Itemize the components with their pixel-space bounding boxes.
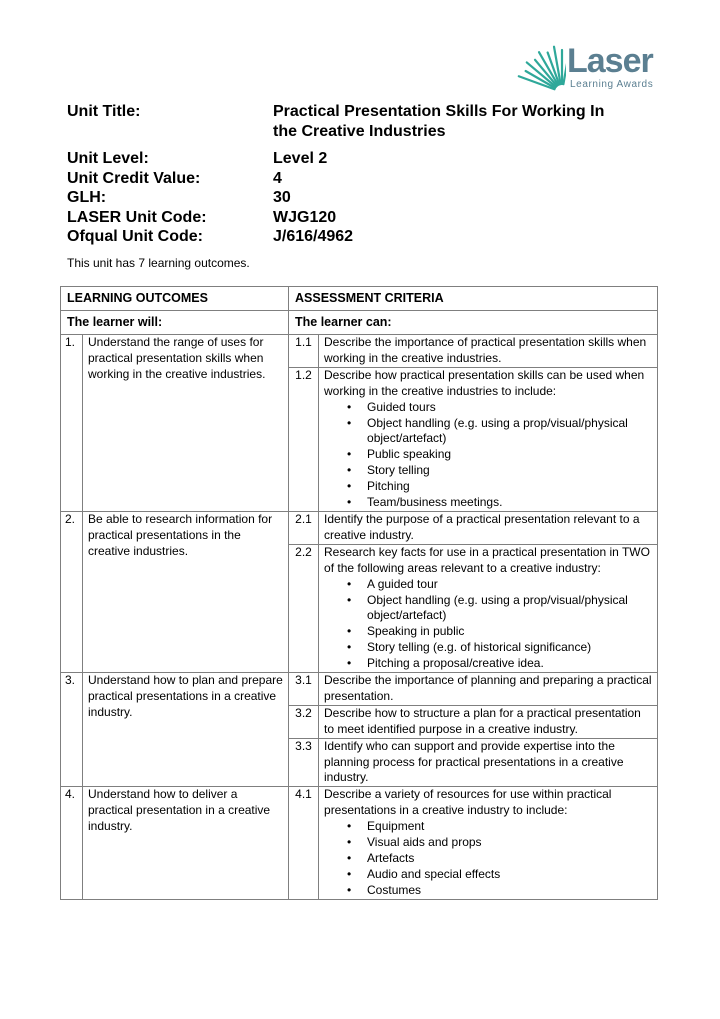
criterion-number: 3.2: [289, 705, 319, 738]
bullet-item: • Costumes: [367, 883, 652, 899]
meta-row: [67, 227, 627, 247]
bullet-item: • Speaking in public: [367, 624, 652, 640]
criterion-number: 4.1: [289, 787, 319, 899]
logo-wordmark: Laser: [567, 42, 653, 80]
criterion-text: Describe how to structure a plan for a practical presentation to meet identified purpose in a creative industry.: [324, 705, 641, 736]
outcome-text: Be able to research information for practical presentations in the creative industries.: [83, 511, 289, 672]
outcome-text: Understand how to deliver a practical presentation in a creative industry.: [83, 787, 289, 899]
outcomes-table: [60, 286, 658, 900]
bullet-item: • Team/business meetings.: [367, 495, 652, 511]
logo-tagline: Learning Awards: [570, 79, 654, 90]
subheader-learner-will: The learner will:: [61, 311, 289, 335]
criterion-text: Describe a variety of resources for use within practical presentations in a creative industry to include:: [324, 787, 612, 818]
bullet-item: • Artefacts: [367, 851, 652, 867]
meta-label: Unit Title:: [67, 103, 141, 120]
criterion-cell: [319, 705, 658, 738]
outcomes-body: [61, 335, 658, 900]
laser-logo: [514, 44, 660, 96]
bullet-item: • Pitching a proposal/creative idea.: [367, 656, 652, 672]
bullet-item: • Story telling: [367, 463, 652, 479]
table-row: [61, 787, 658, 899]
criterion-number: 2.1: [289, 511, 319, 544]
criterion-bullets: [324, 819, 652, 899]
criterion-text: Research key facts for use in a practical presentation in TWO of the following areas relevant to a creative industry:: [324, 544, 650, 575]
meta-label: Unit Level:: [67, 150, 149, 167]
header-row: [61, 287, 658, 311]
intro-text: This unit has 7 learning outcomes.: [67, 256, 250, 270]
bullet-item: • Pitching: [367, 479, 652, 495]
meta-value: J/616/4962: [273, 228, 354, 245]
meta-value: Practical Presentation Skills For Working In the Creative Industries: [273, 103, 605, 140]
outcome-text: Understand how to plan and prepare practical presentations in a creative industry.: [83, 673, 289, 787]
meta-label: GLH:: [67, 189, 107, 206]
meta-row: [67, 208, 627, 228]
criterion-cell: [319, 544, 658, 672]
outcome-number: 2.: [61, 511, 83, 672]
bullet-item: • A guided tour: [367, 577, 652, 593]
criterion-text: Describe the importance of planning and preparing a practical presentation.: [324, 673, 652, 703]
fan-ray: [563, 47, 566, 84]
subheader-row: [61, 311, 658, 335]
bullet-item: • Story telling (e.g. of historical significance): [367, 640, 652, 656]
meta-value: Level 2: [273, 150, 328, 167]
criterion-number: 1.1: [289, 335, 319, 368]
criterion-cell: [319, 738, 658, 787]
outcome-number: 1.: [61, 335, 83, 512]
criterion-cell: [319, 673, 658, 706]
bullet-item: • Object handling (e.g. using a prop/visual/physical object/artefact): [367, 593, 652, 625]
outcome-number: 4.: [61, 787, 83, 899]
criterion-text: Identify the purpose of a practical presentation relevant to a creative industry.: [324, 511, 640, 542]
meta-row: [67, 169, 627, 189]
bullet-item: • Equipment: [367, 819, 652, 835]
criterion-bullets: [324, 400, 652, 511]
meta-label: LASER Unit Code:: [67, 208, 207, 226]
meta-label: Unit Credit Value:: [67, 169, 201, 187]
unit-details: [67, 102, 627, 247]
outcome-text: Understand the range of uses for practical presentation skills when working in the creative industries.: [83, 335, 289, 512]
criterion-text: Identify who can support and provide expertise into the planning process for practical presentations in a creative industry.: [324, 738, 624, 785]
meta-value: 30: [273, 189, 291, 206]
criterion-cell: [319, 367, 658, 511]
bullet-item: • Public speaking: [367, 447, 652, 463]
criterion-number: 1.2: [289, 367, 319, 511]
meta-value: 4: [273, 169, 282, 187]
criterion-number: 3.1: [289, 673, 319, 706]
criterion-cell: [319, 335, 658, 368]
criterion-number: 2.2: [289, 544, 319, 672]
table-row: [61, 673, 658, 706]
table-row: [61, 335, 658, 368]
criterion-bullets: [324, 577, 652, 672]
bullet-item: • Object handling (e.g. using a prop/visual/physical object/artefact): [367, 416, 652, 448]
table-row: [61, 511, 658, 544]
meta-row: [67, 188, 627, 208]
criterion-text: Describe the importance of practical presentation skills when working in the creative industries.: [324, 335, 647, 365]
bullet-item: • Audio and special effects: [367, 867, 652, 883]
criterion-number: 3.3: [289, 738, 319, 787]
meta-label: Ofqual Unit Code:: [67, 228, 203, 245]
bullet-item: • Visual aids and props: [367, 835, 652, 851]
criterion-text: Describe how practical presentation skills can be used when working in the creative industries to include:: [324, 367, 645, 398]
subheader-learner-can: The learner can:: [289, 311, 658, 335]
header-learning-outcomes: LEARNING OUTCOMES: [61, 287, 289, 311]
fan-logo-icon: [514, 44, 566, 96]
bullet-item: • Guided tours: [367, 400, 652, 416]
meta-value: WJG120: [273, 208, 337, 226]
criterion-cell: [319, 787, 658, 899]
meta-row: [67, 149, 627, 169]
outcome-number: 3.: [61, 673, 83, 787]
header-assessment-criteria: ASSESSMENT CRITERIA: [289, 287, 658, 311]
criterion-cell: [319, 511, 658, 544]
meta-row: [67, 102, 627, 141]
